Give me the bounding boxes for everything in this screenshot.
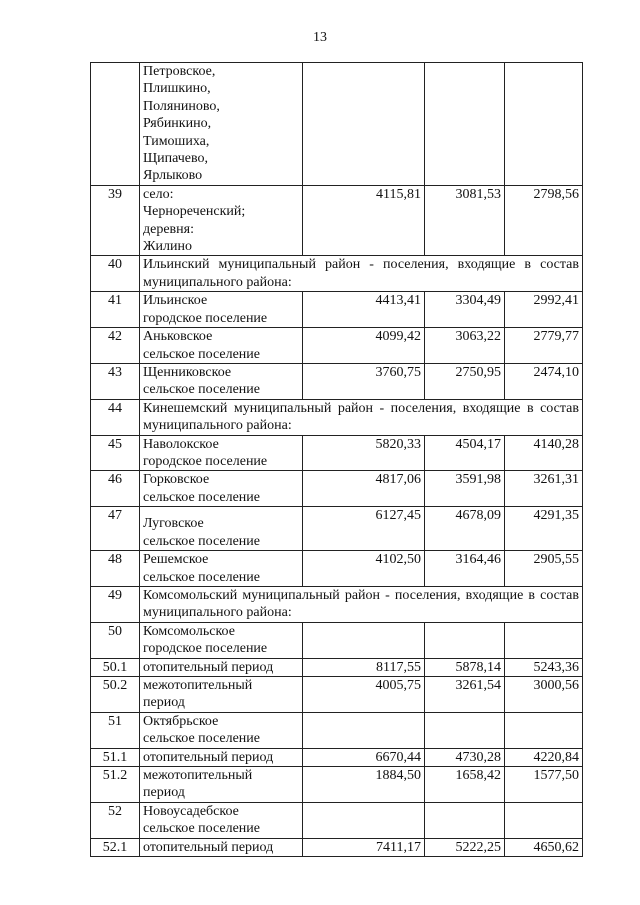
value-col-1: 7411,17: [303, 838, 425, 856]
value-col-1: 4115,81: [303, 185, 425, 256]
value-col-1: 4413,41: [303, 292, 425, 328]
row-number: 42: [91, 328, 140, 364]
district-heading: Ильинский муниципальный район - поселения, входящие в состав муниципального района:: [140, 256, 583, 292]
value-col-2: 4678,09: [425, 507, 505, 551]
table-row: [91, 748, 583, 766]
table-row: [91, 712, 583, 748]
value-col-2: 4730,28: [425, 748, 505, 766]
value-col-1: 4102,50: [303, 551, 425, 587]
table-row: [91, 292, 583, 328]
value-col-2: [425, 712, 505, 748]
value-col-2: 5878,14: [425, 658, 505, 676]
table-row: [91, 586, 583, 622]
value-col-2: 3304,49: [425, 292, 505, 328]
table-row: [91, 658, 583, 676]
value-col-2: 4504,17: [425, 435, 505, 471]
value-col-2: [425, 63, 505, 186]
row-number: 46: [91, 471, 140, 507]
value-col-2: 3261,54: [425, 677, 505, 713]
row-number: 50: [91, 622, 140, 658]
settlement-name: Новоусадебское сельское поселение: [140, 802, 303, 838]
row-number: 41: [91, 292, 140, 328]
value-col-1: 4817,06: [303, 471, 425, 507]
table-row: [91, 551, 583, 587]
table-row: [91, 838, 583, 856]
value-col-1: [303, 63, 425, 186]
settlement-name: Наволокское городское поселение: [140, 435, 303, 471]
table-row: [91, 471, 583, 507]
settlement-name: Октябрьское сельское поселение: [140, 712, 303, 748]
value-col-3: 4140,28: [505, 435, 583, 471]
value-col-1: [303, 622, 425, 658]
table-row: [91, 63, 583, 186]
table-row: [91, 399, 583, 435]
value-col-3: 2905,55: [505, 551, 583, 587]
value-col-2: [425, 802, 505, 838]
page-number: 13: [313, 30, 327, 45]
district-heading: Кинешемский муниципальный район - поселения, входящие в состав муниципального района:: [140, 399, 583, 435]
value-col-3: 4291,35: [505, 507, 583, 551]
value-col-3: 2474,10: [505, 363, 583, 399]
settlement-name: межотопительный период: [140, 767, 303, 803]
value-col-3: 1577,50: [505, 767, 583, 803]
value-col-1: 5820,33: [303, 435, 425, 471]
value-col-3: 3261,31: [505, 471, 583, 507]
value-col-2: 2750,95: [425, 363, 505, 399]
value-col-3: [505, 802, 583, 838]
value-col-3: [505, 712, 583, 748]
value-col-2: 3081,53: [425, 185, 505, 256]
settlement-name: Щенниковское сельское поселение: [140, 363, 303, 399]
row-number: 51.1: [91, 748, 140, 766]
value-col-1: [303, 802, 425, 838]
value-col-1: 6127,45: [303, 507, 425, 551]
value-col-3: 2798,56: [505, 185, 583, 256]
value-col-3: 2992,41: [505, 292, 583, 328]
value-col-2: 3591,98: [425, 471, 505, 507]
row-number: 50.1: [91, 658, 140, 676]
row-number: 39: [91, 185, 140, 256]
settlement-name: Ильинское городское поселение: [140, 292, 303, 328]
row-number: [91, 63, 140, 186]
settlement-name: Луговское сельское поселение: [140, 507, 303, 551]
value-col-3: [505, 622, 583, 658]
row-number: 51: [91, 712, 140, 748]
table-row: [91, 328, 583, 364]
table-row: [91, 677, 583, 713]
settlement-name: межотопительный период: [140, 677, 303, 713]
value-col-2: [425, 622, 505, 658]
row-number: 51.2: [91, 767, 140, 803]
settlement-name: отопительный период: [140, 748, 303, 766]
value-col-3: [505, 63, 583, 186]
table-row: [91, 767, 583, 803]
value-col-1: 3760,75: [303, 363, 425, 399]
settlement-name: Решемское сельское поселение: [140, 551, 303, 587]
value-col-1: 1884,50: [303, 767, 425, 803]
settlement-name: отопительный период: [140, 838, 303, 856]
row-number: 40: [91, 256, 140, 292]
settlement-name: Аньковское сельское поселение: [140, 328, 303, 364]
settlement-name: Горковское сельское поселение: [140, 471, 303, 507]
table-row: [91, 256, 583, 292]
row-number: 44: [91, 399, 140, 435]
value-col-1: 8117,55: [303, 658, 425, 676]
settlement-name: отопительный период: [140, 658, 303, 676]
row-number: 52: [91, 802, 140, 838]
row-number: 48: [91, 551, 140, 587]
table-row: [91, 622, 583, 658]
table-row: [91, 507, 583, 551]
settlement-name: Комсомольское городское поселение: [140, 622, 303, 658]
table-row: [91, 435, 583, 471]
value-col-2: 3164,46: [425, 551, 505, 587]
settlement-name: село: Чернореченский; деревня: Жилино: [140, 185, 303, 256]
value-col-1: 4099,42: [303, 328, 425, 364]
table-row: [91, 363, 583, 399]
value-col-3: 4650,62: [505, 838, 583, 856]
value-col-1: [303, 712, 425, 748]
row-number: 50.2: [91, 677, 140, 713]
value-col-2: 5222,25: [425, 838, 505, 856]
row-number: 45: [91, 435, 140, 471]
row-number: 52.1: [91, 838, 140, 856]
table-row: [91, 802, 583, 838]
value-col-3: 4220,84: [505, 748, 583, 766]
value-col-2: 3063,22: [425, 328, 505, 364]
value-col-3: 3000,56: [505, 677, 583, 713]
tariff-table: [90, 62, 583, 857]
value-col-1: 4005,75: [303, 677, 425, 713]
table-row: [91, 185, 583, 256]
value-col-3: 5243,36: [505, 658, 583, 676]
row-number: 43: [91, 363, 140, 399]
row-number: 47: [91, 507, 140, 551]
row-number: 49: [91, 586, 140, 622]
value-col-1: 6670,44: [303, 748, 425, 766]
district-heading: Комсомольский муниципальный район - поселения, входящие в состав муниципального района:: [140, 586, 583, 622]
value-col-3: 2779,77: [505, 328, 583, 364]
value-col-2: 1658,42: [425, 767, 505, 803]
settlement-name: Петровское, Плишкино, Поляниново, Рябинкино, Тимошиха, Щипачево, Ярлыково: [140, 63, 303, 186]
